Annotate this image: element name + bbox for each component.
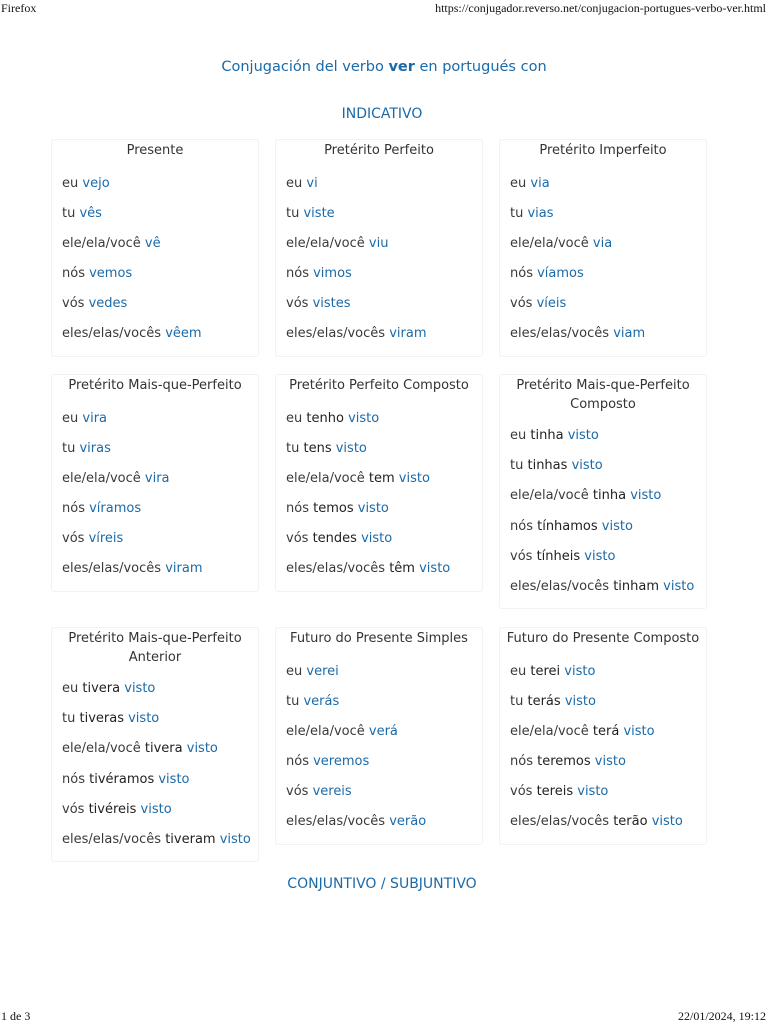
auxiliary-verb: teremos bbox=[537, 754, 591, 770]
conjugation-row bbox=[276, 470, 482, 500]
pronoun: tu bbox=[62, 711, 76, 727]
conjugation-row bbox=[500, 693, 706, 723]
tense-title: Pretérito Mais-que-Perfeito bbox=[68, 378, 242, 393]
auxiliary-verb: tiveram bbox=[165, 831, 216, 847]
verb-form-link[interactable]: visto bbox=[594, 754, 626, 770]
tense-title: Futuro do Presente Composto bbox=[506, 631, 700, 646]
conjugation-row bbox=[500, 175, 706, 205]
auxiliary-verb: terá bbox=[592, 723, 620, 739]
section-title-indicativo: INDICATIVO bbox=[341, 106, 423, 122]
pronoun: ele/ela/você bbox=[286, 235, 365, 251]
conjugation-row bbox=[500, 265, 706, 295]
conjugation-row bbox=[276, 175, 482, 205]
tense-card bbox=[499, 374, 707, 609]
pronoun: eles/elas/vocês bbox=[510, 326, 610, 342]
pronoun: ele/ela/você bbox=[62, 741, 141, 757]
verb-form-link[interactable]: víramos bbox=[89, 501, 142, 517]
conjugation-row bbox=[276, 325, 482, 355]
pronoun: nós bbox=[510, 518, 533, 534]
pronoun: vós bbox=[510, 548, 533, 564]
verb-form-link[interactable]: vemos bbox=[89, 266, 133, 282]
conjugation-row bbox=[52, 265, 258, 295]
pronoun: vós bbox=[286, 296, 309, 312]
pronoun: eles/elas/vocês bbox=[286, 814, 386, 830]
pronoun: vós bbox=[286, 784, 309, 800]
verb-form-link[interactable]: visto bbox=[124, 681, 156, 696]
pronoun: eles/elas/vocês bbox=[510, 578, 610, 594]
print-footer bbox=[0, 1008, 768, 1024]
verb-form-link[interactable]: viu bbox=[368, 235, 389, 251]
tense-card bbox=[275, 139, 483, 357]
verb-form-link[interactable]: vêem bbox=[165, 326, 202, 342]
verb-form-link[interactable]: visto bbox=[577, 784, 609, 800]
auxiliary-verb: têm bbox=[389, 561, 415, 577]
verb-form-link[interactable]: visto bbox=[419, 561, 451, 577]
verb-form-link[interactable]: vira bbox=[144, 470, 170, 486]
pronoun: ele/ela/você bbox=[510, 235, 589, 251]
conjugation-row bbox=[52, 295, 258, 325]
verb-form-link[interactable]: vias bbox=[527, 205, 554, 221]
title-prefix: Conjugación del verbo bbox=[221, 59, 384, 75]
auxiliary-verb: tivéramos bbox=[89, 771, 155, 787]
pronoun: nós bbox=[286, 754, 309, 770]
tense-card bbox=[51, 627, 259, 862]
pronoun: ele/ela/você bbox=[286, 723, 365, 739]
pronoun: eu bbox=[286, 410, 303, 426]
conjugation-row bbox=[500, 753, 706, 783]
pronoun: eu bbox=[510, 428, 527, 443]
page-url[interactable]: https://conjugador.reverso.net/conjugacion-portugues-verbo-ver.html bbox=[435, 1, 766, 15]
conjugation-row bbox=[500, 457, 706, 487]
auxiliary-verb: terão bbox=[613, 814, 648, 830]
pronoun: tu bbox=[286, 693, 300, 709]
pronoun: eu bbox=[62, 175, 79, 191]
conjugation-row bbox=[52, 530, 258, 560]
conjugation-row bbox=[52, 205, 258, 235]
auxiliary-verb: tínhamos bbox=[537, 518, 598, 534]
verb-form-link[interactable]: vistes bbox=[312, 296, 351, 312]
verb-form-link[interactable]: visto bbox=[651, 814, 683, 830]
conjugation-row bbox=[276, 440, 482, 470]
pronoun: eu bbox=[62, 410, 79, 426]
auxiliary-verb: tinhas bbox=[527, 458, 568, 474]
tense-title: Presente bbox=[126, 143, 184, 158]
conjugation-row bbox=[52, 235, 258, 265]
verb-form-link[interactable]: visto bbox=[567, 428, 599, 443]
print-header bbox=[0, 0, 768, 16]
verb-form-link[interactable]: visto bbox=[140, 801, 172, 817]
tense-card bbox=[275, 374, 483, 592]
auxiliary-verb: tivera bbox=[144, 741, 183, 757]
pronoun: vós bbox=[510, 784, 533, 800]
tense-card bbox=[275, 627, 483, 845]
tense-title: Pretérito Mais-que-Perfeito Anterior bbox=[68, 631, 242, 665]
pronoun: tu bbox=[510, 205, 524, 221]
pronoun: eu bbox=[510, 663, 527, 679]
pronoun: ele/ela/você bbox=[510, 723, 589, 739]
verb-form-link[interactable]: visto bbox=[128, 711, 160, 727]
conjugation-row bbox=[500, 518, 706, 548]
pronoun: eles/elas/vocês bbox=[510, 814, 610, 830]
conjugation-row bbox=[276, 530, 482, 560]
page-number: 1 de 3 bbox=[1, 1009, 31, 1023]
verb-form-link[interactable]: via bbox=[592, 235, 613, 251]
verb-form-link[interactable]: visto bbox=[186, 741, 218, 757]
tense-title: Futuro do Presente Simples bbox=[290, 631, 468, 646]
pronoun: vós bbox=[510, 296, 533, 312]
conjugation-row bbox=[276, 500, 482, 530]
tense-title: Pretérito Perfeito bbox=[324, 143, 434, 158]
tense-title: Pretérito Imperfeito bbox=[539, 143, 667, 158]
conjugation-row bbox=[276, 295, 482, 325]
conjugation-row bbox=[276, 410, 482, 440]
tense-card bbox=[51, 139, 259, 357]
pronoun: nós bbox=[510, 266, 533, 282]
conjugation-row bbox=[500, 295, 706, 325]
pronoun: vós bbox=[286, 531, 309, 547]
pronoun: tu bbox=[286, 440, 300, 456]
verb-form-link[interactable]: visto bbox=[601, 518, 633, 534]
tense-title: Pretérito Mais-que-Perfeito Composto bbox=[516, 378, 690, 412]
conjugation-row bbox=[52, 710, 258, 740]
verb-form-link[interactable]: visto bbox=[584, 548, 616, 564]
conjugation-row bbox=[276, 560, 482, 590]
conjugation-row bbox=[276, 265, 482, 295]
conjugation-row bbox=[52, 410, 258, 440]
conjugation-row bbox=[276, 235, 482, 265]
pronoun: ele/ela/você bbox=[286, 470, 365, 486]
conjugation-row bbox=[276, 205, 482, 235]
conjugation-row bbox=[52, 771, 258, 801]
verb-form-link[interactable]: visto bbox=[564, 693, 596, 709]
auxiliary-verb: tinham bbox=[613, 578, 660, 594]
verb-form-link[interactable]: viram bbox=[389, 326, 427, 342]
auxiliary-verb: terás bbox=[527, 693, 561, 709]
conjugation-row bbox=[276, 783, 482, 813]
verb-form-link[interactable]: visto bbox=[219, 831, 251, 847]
conjugation-row bbox=[52, 325, 258, 355]
conjugation-row bbox=[500, 205, 706, 235]
tense-title: Pretérito Perfeito Composto bbox=[289, 378, 469, 393]
verb-form-link[interactable]: visto bbox=[361, 531, 393, 547]
verb-form-link[interactable]: visto bbox=[663, 578, 695, 594]
auxiliary-verb: tens bbox=[303, 440, 332, 456]
verb-form-link[interactable]: verei bbox=[306, 663, 339, 679]
verb-form-link[interactable]: visto bbox=[564, 663, 596, 679]
verb-form-link[interactable]: viam bbox=[613, 326, 646, 342]
pronoun: tu bbox=[510, 458, 524, 474]
verb-form-link[interactable]: visto bbox=[398, 470, 430, 486]
verb-form-link[interactable]: víamos bbox=[537, 266, 584, 282]
auxiliary-verb: temos bbox=[313, 501, 354, 517]
auxiliary-verb: tereis bbox=[536, 784, 574, 800]
auxiliary-verb: tínheis bbox=[536, 548, 581, 564]
tense-card bbox=[51, 374, 259, 592]
conjugation-row bbox=[500, 663, 706, 693]
verb-form-link[interactable]: via bbox=[530, 175, 550, 191]
verb-form-link[interactable]: visto bbox=[158, 771, 190, 787]
verb-form-link[interactable]: verá bbox=[368, 723, 398, 739]
pronoun: ele/ela/você bbox=[510, 488, 589, 504]
pronoun: nós bbox=[62, 501, 85, 517]
conjugation-row bbox=[276, 723, 482, 753]
pronoun: tu bbox=[62, 440, 76, 456]
auxiliary-verb: tenho bbox=[306, 410, 344, 426]
verb-form-link[interactable]: visto bbox=[335, 440, 367, 456]
pronoun: eu bbox=[510, 175, 527, 191]
pronoun: nós bbox=[286, 501, 309, 517]
browser-name: Firefox bbox=[1, 1, 37, 15]
pronoun: eles/elas/vocês bbox=[62, 831, 162, 847]
auxiliary-verb: tinha bbox=[530, 428, 564, 443]
verb-form-link[interactable]: vejo bbox=[82, 175, 110, 191]
tense-card bbox=[499, 139, 707, 357]
print-datetime: 22/01/2024, 19:12 bbox=[677, 1009, 766, 1023]
verb-form-link[interactable]: viste bbox=[303, 205, 335, 221]
verb-form-link[interactable]: vereis bbox=[312, 784, 352, 800]
pronoun: nós bbox=[62, 266, 85, 282]
verb-form-link[interactable]: viras bbox=[79, 440, 111, 456]
tense-card bbox=[499, 627, 707, 845]
pronoun: ele/ela/você bbox=[62, 235, 141, 251]
auxiliary-verb: tem bbox=[368, 470, 395, 486]
verb-form-link[interactable]: veremos bbox=[313, 754, 370, 770]
auxiliary-verb: tinha bbox=[592, 488, 627, 504]
auxiliary-verb: tendes bbox=[312, 531, 357, 547]
verb-form-link[interactable]: vês bbox=[79, 205, 102, 221]
conjugation-row bbox=[500, 723, 706, 753]
conjugation-row bbox=[52, 740, 258, 770]
conjugation-row bbox=[52, 801, 258, 831]
auxiliary-verb: tiveras bbox=[79, 711, 124, 727]
pronoun: tu bbox=[510, 693, 524, 709]
pronoun: vós bbox=[62, 801, 85, 817]
pronoun: vós bbox=[62, 296, 85, 312]
pronoun: eles/elas/vocês bbox=[62, 326, 162, 342]
pronoun: eu bbox=[286, 175, 303, 191]
auxiliary-verb: tivera bbox=[82, 681, 121, 696]
conjugation-row bbox=[276, 693, 482, 723]
verb-form-link[interactable]: visto bbox=[623, 723, 655, 739]
conjugation-row bbox=[500, 235, 706, 265]
conjugation-row bbox=[52, 500, 258, 530]
conjugation-row bbox=[276, 663, 482, 693]
conjugation-row bbox=[276, 753, 482, 783]
pronoun: eu bbox=[62, 681, 79, 696]
section-title-conjuntivo[interactable]: CONJUNTIVO / SUBJUNTIVO bbox=[287, 876, 477, 892]
conjugation-row bbox=[276, 813, 482, 843]
conjugation-row bbox=[500, 487, 706, 517]
conjugation-row bbox=[52, 680, 258, 710]
verb-form-link[interactable]: vê bbox=[144, 235, 161, 251]
pronoun: tu bbox=[62, 205, 76, 221]
conjugation-row bbox=[500, 548, 706, 578]
pronoun: vós bbox=[62, 531, 85, 547]
verb-form-link[interactable]: víeis bbox=[536, 296, 567, 312]
verb-form-link[interactable]: verás bbox=[303, 693, 340, 709]
pronoun: nós bbox=[286, 266, 309, 282]
verb-form-link[interactable]: vimos bbox=[313, 266, 352, 282]
conjugation-row bbox=[52, 175, 258, 205]
pronoun: nós bbox=[510, 754, 533, 770]
verb-form-link[interactable]: visto bbox=[571, 458, 603, 474]
conjugation-row bbox=[52, 560, 258, 590]
verb-form-link[interactable]: víreis bbox=[88, 531, 124, 547]
conjugation-row bbox=[52, 470, 258, 500]
page-title bbox=[0, 59, 768, 75]
auxiliary-verb: tivéreis bbox=[88, 801, 137, 817]
conjugation-row bbox=[500, 325, 706, 355]
conjugation-row bbox=[52, 831, 258, 861]
verb-form-link[interactable]: vira bbox=[82, 410, 108, 426]
conjugation-row bbox=[52, 440, 258, 470]
conjugation-row bbox=[500, 427, 706, 457]
title-verb: ver bbox=[388, 59, 415, 75]
verb-form-link[interactable]: viram bbox=[165, 561, 203, 577]
verb-form-link[interactable]: vi bbox=[306, 175, 318, 191]
pronoun: tu bbox=[286, 205, 300, 221]
pronoun: eu bbox=[286, 663, 303, 679]
auxiliary-verb: terei bbox=[530, 663, 561, 679]
verb-form-link[interactable]: vedes bbox=[88, 296, 128, 312]
verb-form-link[interactable]: visto bbox=[348, 410, 380, 426]
pronoun: eles/elas/vocês bbox=[286, 561, 386, 577]
conjugation-row bbox=[500, 578, 706, 608]
verb-form-link[interactable]: verão bbox=[389, 814, 427, 830]
conjugation-row bbox=[500, 783, 706, 813]
verb-form-link[interactable]: visto bbox=[630, 488, 662, 504]
pronoun: eles/elas/vocês bbox=[62, 561, 162, 577]
conjugation-row bbox=[500, 813, 706, 843]
pronoun: nós bbox=[62, 771, 85, 787]
title-suffix: en portugués con bbox=[419, 59, 547, 75]
verb-form-link[interactable]: visto bbox=[357, 501, 389, 517]
pronoun: ele/ela/você bbox=[62, 470, 141, 486]
pronoun: eles/elas/vocês bbox=[286, 326, 386, 342]
